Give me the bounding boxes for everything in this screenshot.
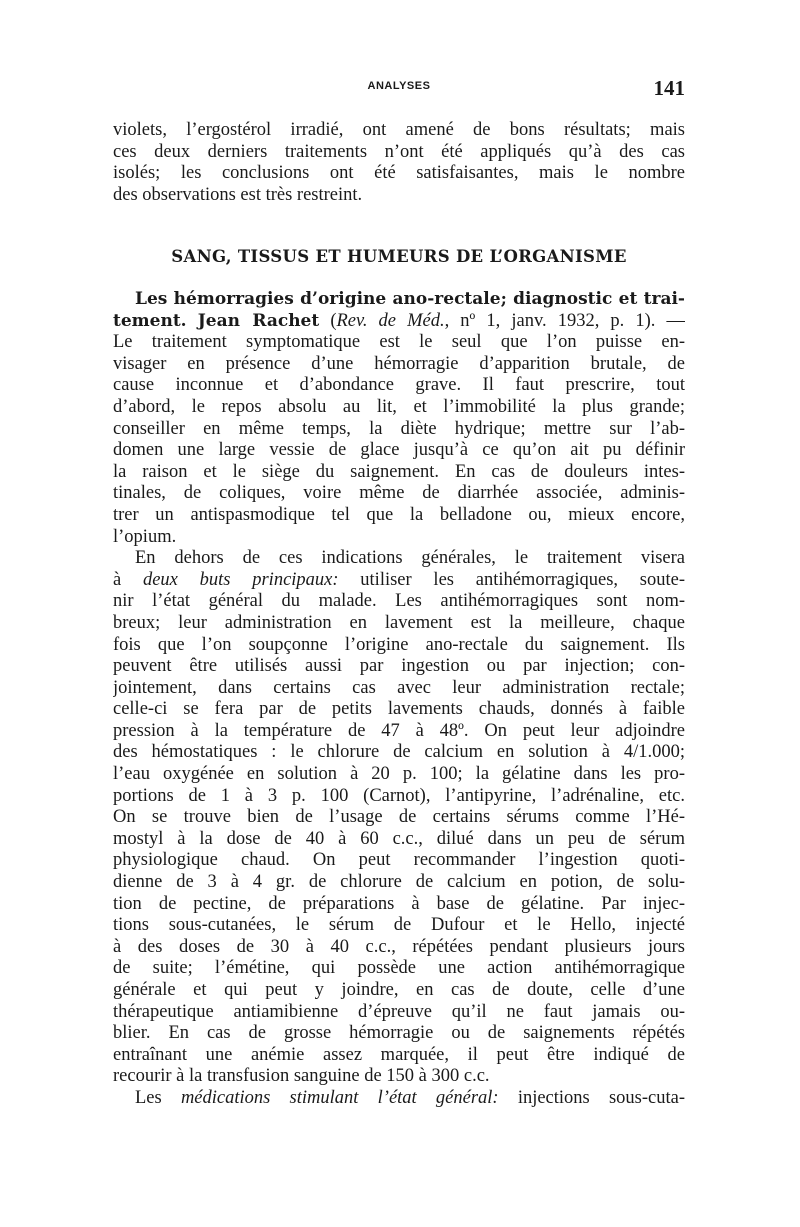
text-line: mostyl à la dose de 40 à 60 c.c., dilué dans un peu de sérum — [113, 828, 685, 849]
intro-paragraph — [113, 120, 685, 206]
text-line: dienne de 3 à 4 gr. de chlorure de calcium en potion, de solu- — [113, 872, 685, 893]
text-line: nir l’état général du malade. Les antihémorragiques sont nom- — [113, 591, 685, 612]
text-line: physiologique chaud. On peut recommander l’ingestion quoti- — [113, 850, 685, 871]
text-run: à — [113, 569, 143, 590]
article-body — [113, 289, 685, 1110]
citation-journal: Rev. de Méd. — [336, 310, 445, 331]
text-line: En dehors de ces indications générales, le traitement visera — [135, 548, 685, 569]
citation-details: , nº 1, janv. 1932, p. 1). — — [444, 310, 685, 331]
text-line: conseiller en même temps, la diète hydrique; mettre sur l’ab- — [113, 418, 685, 439]
text-line: Le traitement symptomatique est le seul que l’on puisse en- — [113, 332, 685, 353]
running-head — [113, 76, 685, 100]
text-line: thérapeutique antiamibienne d’épreuve qu’il ne faut jamais ou- — [113, 1001, 685, 1022]
italic-run: deux buts principaux: — [142, 569, 339, 590]
text-run: utiliser les antihémorragiques, soute- — [338, 569, 685, 590]
article-title: Les hémorragies d’origine ano-rectale; diagnostic et trai- — [135, 289, 685, 309]
text-line: tinales, de coliques, voire même de diarrhée associée, adminis- — [113, 483, 685, 504]
text-line: breux; leur administration en lavement est la meilleure, chaque — [113, 612, 685, 633]
article-author: Jean Rachet — [197, 310, 320, 331]
text-line: pression à la température de 47 à 48º. On peut leur adjoindre — [113, 720, 685, 741]
page-number: 141 — [653, 76, 685, 100]
text-line: isolés; les conclusions ont été satisfaisantes, mais le nombre — [113, 163, 685, 184]
text-line: peuvent être utilisés aussi par ingestion ou par injection; con- — [113, 656, 685, 677]
article-title-line — [113, 289, 685, 311]
text-line: celle-ci se fera par de petits lavements chauds, donnés à faible — [113, 699, 685, 720]
text-line: la raison et le siège du saignement. En cas de douleurs intes- — [113, 461, 685, 482]
text-line: tion de pectine, de préparations à base de gélatine. Par injec- — [113, 893, 685, 914]
text-line: de suite; l’émétine, qui possède une action antihémorragique — [113, 958, 685, 979]
text-line: domen une large vessie de glace jusqu’à ce qu’on ait pu définir — [113, 440, 685, 461]
text-line: d’abord, le repos absolu au lit, et l’immobilité la plus grande; — [113, 396, 685, 417]
text-line-mixed — [113, 570, 685, 592]
text-run: Les — [135, 1087, 181, 1108]
text-line: tions sous-cutanées, le sérum de Dufour et le Hello, injecté — [113, 915, 685, 936]
text-line: recourir à la transfusion sanguine de 150 à 300 c.c. — [113, 1066, 490, 1087]
text-line: ces deux derniers traitements n’ont été appliqués qu’à des cas — [113, 141, 685, 162]
article-title-end: tement. — [113, 310, 187, 331]
text-line: blier. En cas de grosse hémorragie ou de saignements répétés — [113, 1023, 685, 1044]
text-line: visager en présence d’une hémorragie d’apparition brutale, de — [113, 353, 685, 374]
text-line-mixed — [113, 1088, 685, 1110]
text-line: trer un antispasmodique tel que la belladone ou, mieux encore, — [113, 504, 685, 525]
italic-run: médications stimulant l’état général: — [180, 1087, 499, 1108]
text-line: entraînant une anémie assez marquée, il peut être indiqué de — [113, 1044, 685, 1065]
article-citation-line — [113, 311, 685, 333]
citation-open: ( — [319, 310, 337, 331]
text-run: injections sous-cuta- — [498, 1087, 685, 1108]
text-line: l’eau oxygénée en solution à 20 p. 100; la gélatine dans les pro- — [113, 764, 685, 785]
text-line: l’opium. — [113, 526, 177, 547]
text-line: cause inconnue et d’abondance grave. Il faut prescrire, tout — [113, 375, 685, 396]
text-line: à des doses de 30 à 40 c.c., répétées pendant plusieurs jours — [113, 936, 685, 957]
text-line: On se trouve bien de l’usage de certains sérums comme l’Hé- — [113, 807, 685, 828]
text-line: fois que l’on soupçonne l’origine ano-rectale du saignement. Ils — [113, 634, 685, 655]
text-line: portions de 1 à 3 p. 100 (Carnot), l’antipyrine, l’adrénaline, etc. — [113, 785, 685, 806]
text-line: des hémostatiques : le chlorure de calcium en solution à 4/1.000; — [113, 742, 685, 763]
section-heading: SANG, TISSUS ET HUMEURS DE L’ORGANISME — [171, 247, 627, 266]
running-title: ANALYSES — [367, 80, 431, 92]
text-line: jointement, dans certains cas avec leur administration rectale; — [113, 677, 685, 698]
text-line: des observations est très restreint. — [113, 184, 363, 205]
text-line: générale et qui peut y joindre, en cas de doute, celle d’une — [113, 980, 685, 1000]
text-line: violets, l’ergostérol irradié, ont amené de bons résultats; mais — [113, 120, 685, 140]
